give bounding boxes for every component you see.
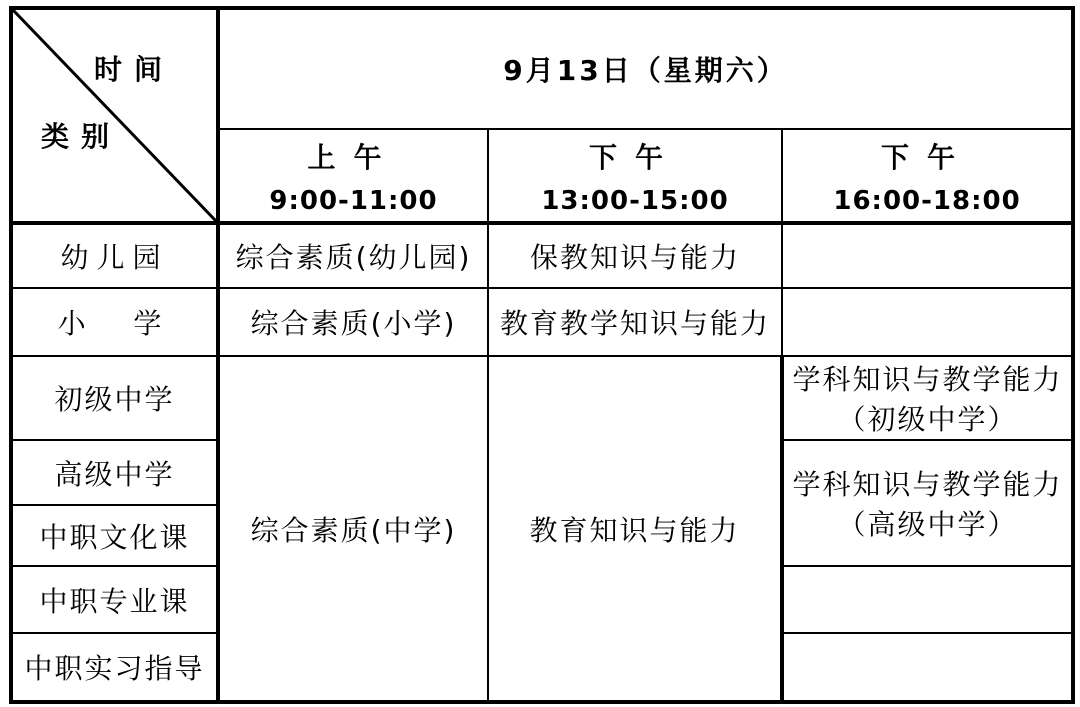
category-vocational-major: 中职专业课 (11, 566, 218, 633)
corner-header-cell (11, 8, 218, 223)
cell-kindergarten-am: 综合素质(幼儿园) (218, 223, 488, 288)
cell-secondary-am: 综合素质(中学) (218, 356, 488, 702)
cell-primary-pm1: 教育教学知识与能力 (488, 288, 782, 356)
time-axis-label: 时间 (93, 53, 174, 86)
level-line: （初级中学） (837, 403, 1018, 436)
session-header-morning (218, 129, 488, 223)
subject-line: 学科知识与教学能力 (792, 468, 1063, 501)
cell-junior-pm2 (782, 356, 1073, 440)
session-time: 16:00-18:00 (833, 185, 1021, 216)
date-header: 9月13日（星期六） (218, 8, 1073, 129)
cell-primary-pm2 (782, 288, 1073, 356)
category-kindergarten: 幼儿园 (11, 223, 218, 288)
cell-vocational-practice-pm2 (782, 633, 1073, 702)
category-primary: 小 学 (11, 288, 218, 356)
cell-senior-pm2 (782, 440, 1073, 566)
category-vocational-practice: 中职实习指导 (11, 633, 218, 702)
subject-line: 学科知识与教学能力 (792, 363, 1063, 396)
category-axis-label: 类别 (41, 120, 122, 153)
category-senior-high: 高级中学 (11, 440, 218, 505)
cell-vocational-major-pm2 (782, 566, 1073, 633)
session-header-afternoon-1 (488, 129, 782, 223)
cell-primary-am: 综合素质(小学) (218, 288, 488, 356)
cell-kindergarten-pm1: 保教知识与能力 (488, 223, 782, 288)
session-label: 上午 (307, 140, 400, 174)
session-label: 下午 (588, 140, 681, 174)
exam-schedule-table (9, 6, 1075, 704)
session-label: 下午 (881, 140, 974, 174)
level-line: （高级中学） (837, 508, 1018, 541)
cell-secondary-pm1: 教育知识与能力 (488, 356, 782, 702)
session-time: 9:00-11:00 (269, 185, 438, 216)
session-time: 13:00-15:00 (541, 185, 729, 216)
cell-kindergarten-pm2 (782, 223, 1073, 288)
category-junior-high: 初级中学 (11, 356, 218, 440)
session-header-afternoon-2 (782, 129, 1073, 223)
category-vocational-culture: 中职文化课 (11, 505, 218, 566)
